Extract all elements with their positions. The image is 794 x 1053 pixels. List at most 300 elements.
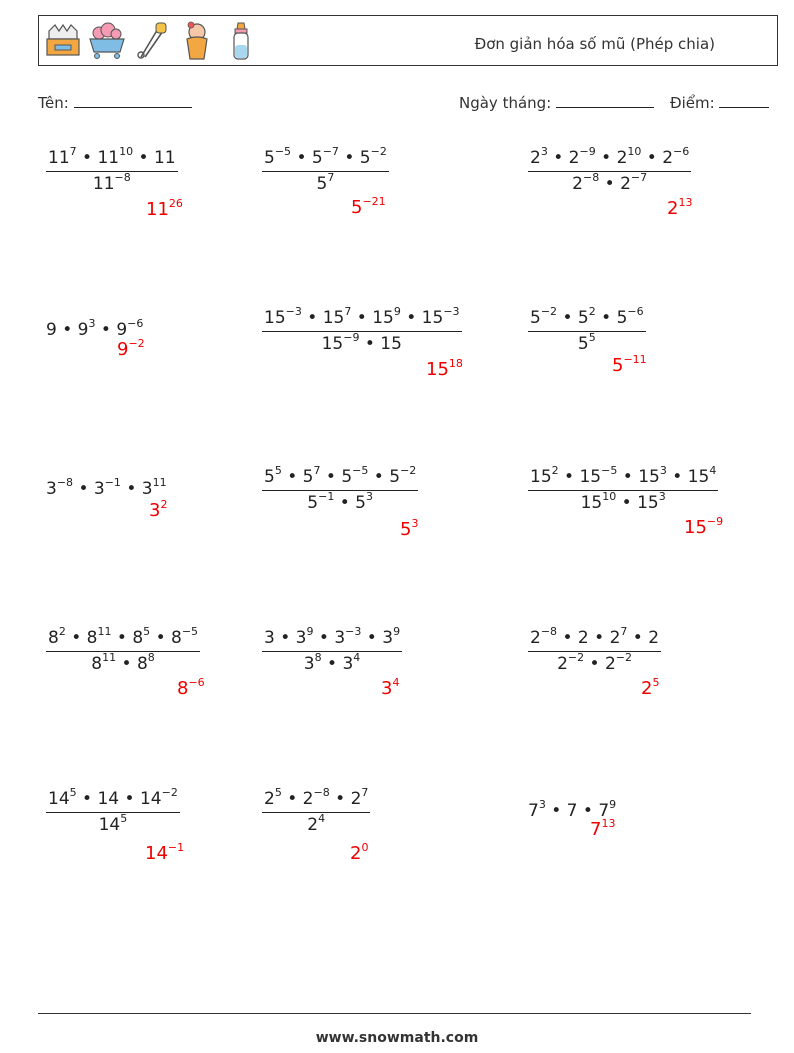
power-term xyxy=(307,812,326,835)
term-base: 14 xyxy=(139,789,162,809)
multiply-dot: • xyxy=(274,628,296,648)
term-exponent: 26 xyxy=(168,197,183,210)
multiply-dot: • xyxy=(577,801,599,821)
answer-5 xyxy=(426,359,463,380)
page-title: Đơn giản hóa số mũ (Phép chia) xyxy=(474,35,715,53)
power-term xyxy=(264,786,282,809)
power-term xyxy=(334,625,362,648)
numerator xyxy=(262,625,402,648)
fraction xyxy=(46,625,200,674)
term-exponent: 10 xyxy=(119,145,134,158)
term-exponent: 4 xyxy=(392,676,400,689)
problem-1 xyxy=(46,145,178,194)
numerator xyxy=(262,786,370,809)
score-field[interactable] xyxy=(670,94,769,112)
term-exponent: −2 xyxy=(540,305,558,318)
power-term xyxy=(264,145,292,168)
multiply-dot: • xyxy=(95,320,117,340)
power-term xyxy=(372,305,401,328)
multiply-dot: • xyxy=(291,148,312,168)
multiply-dot: • xyxy=(588,628,610,648)
term-base: 2 xyxy=(350,789,362,809)
answer-6 xyxy=(612,355,647,376)
numerator xyxy=(262,464,418,487)
term-base: 15 xyxy=(321,334,344,354)
power-term xyxy=(139,786,178,809)
term-base: 2 xyxy=(557,654,568,674)
term-base: 2 xyxy=(662,148,674,168)
score-line[interactable] xyxy=(719,95,769,108)
power-term xyxy=(426,359,463,380)
term-exponent: −2 xyxy=(615,651,632,664)
multiply-dot: • xyxy=(595,148,617,168)
power-term xyxy=(381,678,399,699)
term-exponent: 5 xyxy=(143,625,151,638)
term-base: 2 xyxy=(620,174,631,194)
power-term xyxy=(46,320,57,340)
term-base: 8 xyxy=(86,628,98,648)
answer-11 xyxy=(381,678,399,699)
power-term xyxy=(145,843,184,864)
term-exponent: −21 xyxy=(362,195,386,208)
term-base: 15 xyxy=(637,493,659,513)
term-base: 3 xyxy=(381,678,393,699)
problem-2 xyxy=(262,145,389,194)
term-base: 14 xyxy=(97,789,120,809)
term-base: 14 xyxy=(98,815,121,835)
multiply-dot: • xyxy=(334,493,356,513)
multiply-dot: • xyxy=(400,308,422,328)
power-term xyxy=(572,171,600,194)
numerator xyxy=(46,145,178,168)
power-term xyxy=(97,789,119,809)
term-exponent: 7 xyxy=(327,171,335,184)
term-base: 9 xyxy=(117,339,129,360)
problem-8 xyxy=(262,464,418,513)
power-term xyxy=(604,651,632,674)
tissue-box-icon xyxy=(43,21,83,61)
term-base: 3 xyxy=(295,628,307,648)
term-exponent: −9 xyxy=(579,145,596,158)
answer-2 xyxy=(351,197,386,218)
power-term xyxy=(264,305,302,328)
term-exponent: 5 xyxy=(120,812,128,825)
power-term xyxy=(141,476,167,499)
term-exponent: 10 xyxy=(627,145,642,158)
power-term xyxy=(667,198,692,219)
multiply-dot: • xyxy=(133,148,154,168)
swaddled-baby-icon xyxy=(177,21,217,61)
term-exponent: −5 xyxy=(181,625,199,638)
fraction xyxy=(262,145,389,194)
term-base: 5 xyxy=(355,493,366,513)
term-exponent: −1 xyxy=(167,841,185,854)
term-exponent: −1 xyxy=(104,476,121,489)
denominator xyxy=(262,331,462,354)
power-term xyxy=(77,317,96,340)
multiply-dot: • xyxy=(320,467,342,487)
power-term xyxy=(86,625,112,648)
term-exponent: −6 xyxy=(673,145,690,158)
term-exponent: −6 xyxy=(127,317,144,330)
multiply-dot: • xyxy=(281,467,303,487)
multiply-dot: • xyxy=(547,148,569,168)
problem-9 xyxy=(528,464,718,513)
power-term xyxy=(421,305,460,328)
term-base: 9 xyxy=(46,320,57,340)
term-exponent: 0 xyxy=(361,841,369,854)
power-term xyxy=(302,786,330,809)
term-base: 3 xyxy=(93,479,105,499)
term-base: 15 xyxy=(426,359,449,380)
term-base: 15 xyxy=(264,308,286,328)
term-exponent: −6 xyxy=(188,676,205,689)
power-term xyxy=(350,786,369,809)
power-term xyxy=(48,625,66,648)
term-exponent: 7 xyxy=(69,145,77,158)
term-exponent: −11 xyxy=(623,353,647,366)
power-term xyxy=(580,490,617,513)
power-term xyxy=(97,145,134,168)
term-base: 2 xyxy=(604,654,616,674)
term-exponent: −8 xyxy=(56,476,74,489)
multiply-dot: • xyxy=(76,148,98,168)
footer-divider xyxy=(38,1013,751,1014)
footer-url: www.snowmath.com xyxy=(315,1030,479,1046)
fraction-bar xyxy=(528,490,718,491)
power-term xyxy=(154,148,176,168)
term-exponent: −2 xyxy=(400,464,417,477)
term-base: 3 xyxy=(141,479,153,499)
term-exponent: 3 xyxy=(540,145,548,158)
power-term xyxy=(132,625,151,648)
term-base: 7 xyxy=(566,801,578,821)
term-exponent: 3 xyxy=(538,798,546,811)
term-exponent: −5 xyxy=(601,464,618,477)
term-base: 2 xyxy=(616,148,628,168)
term-base: 5 xyxy=(264,148,275,168)
term-base: 8 xyxy=(132,628,144,648)
term-exponent: 13 xyxy=(601,817,616,830)
term-exponent: −7 xyxy=(630,171,648,184)
multiply-dot: • xyxy=(329,789,351,809)
problem-11 xyxy=(262,625,402,674)
problem-3 xyxy=(528,145,691,194)
term-exponent: −1 xyxy=(318,490,335,503)
multiply-dot: • xyxy=(313,628,335,648)
answer-7 xyxy=(149,500,167,521)
answer-13 xyxy=(145,843,184,864)
term-exponent: −9 xyxy=(706,515,724,528)
power-term xyxy=(136,651,155,674)
power-term xyxy=(307,490,335,513)
denominator xyxy=(262,490,418,513)
term-exponent: 2 xyxy=(588,305,596,318)
power-term xyxy=(684,517,723,538)
term-base: 15 xyxy=(579,467,602,487)
power-term xyxy=(648,628,659,648)
multiply-dot: • xyxy=(76,789,98,809)
power-term xyxy=(590,819,615,840)
term-exponent: −3 xyxy=(345,625,362,638)
problem-6 xyxy=(528,305,646,354)
denominator xyxy=(262,812,370,835)
term-base: 5 xyxy=(577,334,589,354)
term-base: 3 xyxy=(342,654,354,674)
fraction xyxy=(262,464,418,513)
term-exponent: −8 xyxy=(313,786,330,799)
power-term xyxy=(342,651,361,674)
denominator xyxy=(528,331,646,354)
multiply-dot: • xyxy=(73,479,94,499)
term-exponent: −9 xyxy=(343,331,360,344)
term-exponent: −8 xyxy=(540,625,558,638)
term-base: 5 xyxy=(316,174,328,194)
denominator xyxy=(262,651,402,674)
power-term xyxy=(322,305,352,328)
multiply-dot: • xyxy=(666,467,688,487)
power-term xyxy=(389,464,417,487)
term-base: 15 xyxy=(322,308,345,328)
multiply-dot: • xyxy=(301,308,323,328)
problem-10 xyxy=(46,625,200,674)
term-exponent: 4 xyxy=(318,812,326,825)
term-base: 3 xyxy=(382,628,394,648)
power-term xyxy=(359,145,387,168)
term-base: 2 xyxy=(609,628,621,648)
power-term xyxy=(303,651,322,674)
power-term xyxy=(93,476,121,499)
problem-7 xyxy=(46,476,167,499)
fraction xyxy=(46,786,180,835)
power-term xyxy=(530,305,558,328)
term-exponent: 7 xyxy=(361,786,369,799)
term-base: 14 xyxy=(145,843,168,864)
term-base: 14 xyxy=(48,789,70,809)
term-base: 15 xyxy=(687,467,710,487)
power-term xyxy=(302,464,321,487)
term-base: 5 xyxy=(311,148,323,168)
term-base: 5 xyxy=(616,308,628,328)
numerator xyxy=(46,625,200,648)
power-term xyxy=(616,145,642,168)
answer-1 xyxy=(146,199,183,220)
numerator xyxy=(46,786,180,809)
problem-12 xyxy=(528,625,661,674)
power-term xyxy=(117,339,145,360)
problem-13 xyxy=(46,786,180,835)
term-base: 2 xyxy=(667,198,679,219)
term-base: 2 xyxy=(641,678,653,699)
term-exponent: 4 xyxy=(353,651,361,664)
power-term xyxy=(662,145,690,168)
term-base: 15 xyxy=(372,308,394,328)
power-term xyxy=(637,490,666,513)
power-term xyxy=(528,798,546,821)
fraction xyxy=(528,625,661,674)
fraction xyxy=(528,464,718,513)
term-base: 11 xyxy=(146,199,169,220)
term-exponent: 9 xyxy=(393,625,401,638)
multiply-dot: • xyxy=(116,654,137,674)
multiply-dot: • xyxy=(584,654,605,674)
term-base: 15 xyxy=(380,334,402,354)
term-base: 11 xyxy=(97,148,120,168)
numerator xyxy=(528,464,718,487)
term-base: 2 xyxy=(568,148,580,168)
power-term xyxy=(567,801,578,821)
term-base: 8 xyxy=(48,628,59,648)
term-base: 8 xyxy=(177,678,189,699)
term-exponent: 5 xyxy=(652,676,660,689)
multiply-dot: • xyxy=(119,789,140,809)
answer-15 xyxy=(590,819,615,840)
multiply-dot: • xyxy=(56,320,78,340)
power-term xyxy=(264,628,275,648)
fraction xyxy=(528,305,646,354)
fraction xyxy=(528,145,691,194)
term-exponent: 9 xyxy=(306,625,314,638)
term-base: 5 xyxy=(530,308,541,328)
power-term xyxy=(400,519,418,540)
power-term xyxy=(98,812,128,835)
power-term xyxy=(530,464,559,487)
fraction-bar xyxy=(262,171,389,172)
term-exponent: 3 xyxy=(659,464,667,477)
name-line[interactable] xyxy=(74,95,192,108)
term-base: 2 xyxy=(307,815,319,835)
power-term xyxy=(341,464,369,487)
term-base: 15 xyxy=(421,308,444,328)
numerator xyxy=(528,625,661,648)
answer-4 xyxy=(117,339,145,360)
power-term xyxy=(577,331,596,354)
term-base: 2 xyxy=(572,174,583,194)
term-exponent: −8 xyxy=(583,171,600,184)
answer-12 xyxy=(641,678,659,699)
multiply-dot: • xyxy=(627,628,649,648)
power-term xyxy=(91,651,117,674)
term-exponent: −2 xyxy=(128,337,145,350)
power-term xyxy=(579,464,618,487)
power-term xyxy=(264,464,282,487)
term-base: 5 xyxy=(264,467,275,487)
multiply-dot: • xyxy=(338,148,360,168)
answer-8 xyxy=(400,519,418,540)
power-term xyxy=(316,171,335,194)
power-term xyxy=(351,197,386,218)
term-exponent: 3 xyxy=(658,490,666,503)
term-base: 11 xyxy=(48,148,70,168)
fraction xyxy=(46,145,178,194)
term-base: 2 xyxy=(350,843,362,864)
baby-bath-icon xyxy=(87,21,127,61)
numerator xyxy=(262,305,462,328)
power-term xyxy=(612,355,647,376)
fraction-bar xyxy=(262,490,418,491)
term-base: 2 xyxy=(530,148,541,168)
date-field[interactable] xyxy=(459,94,654,112)
fraction xyxy=(262,625,402,674)
term-base: 7 xyxy=(598,801,610,821)
term-exponent: 5 xyxy=(274,786,282,799)
term-exponent: −2 xyxy=(370,145,387,158)
power-term xyxy=(355,490,373,513)
term-exponent: 4 xyxy=(709,464,717,477)
score-label: Điểm: xyxy=(670,94,715,112)
term-exponent: 5 xyxy=(274,464,282,477)
power-term xyxy=(311,145,339,168)
power-term xyxy=(609,625,628,648)
term-exponent: 10 xyxy=(602,490,617,503)
power-term xyxy=(92,171,131,194)
power-term xyxy=(350,843,368,864)
safety-pin-icon xyxy=(131,21,171,61)
fraction-bar xyxy=(528,651,661,652)
power-term xyxy=(321,331,360,354)
multiply-dot: • xyxy=(557,308,578,328)
term-base: 15 xyxy=(638,467,660,487)
multiply-dot: • xyxy=(65,628,87,648)
term-base: 5 xyxy=(389,467,401,487)
power-term xyxy=(578,628,589,648)
term-base: 9 xyxy=(77,320,89,340)
fraction-bar xyxy=(46,171,178,172)
power-term xyxy=(577,305,596,328)
fraction xyxy=(262,305,462,354)
term-base: 5 xyxy=(307,493,319,513)
term-base: 9 xyxy=(116,320,128,340)
multiply-dot: • xyxy=(368,467,390,487)
fraction-bar xyxy=(262,651,402,652)
power-term xyxy=(46,476,74,499)
multiply-dot: • xyxy=(150,628,172,648)
power-term xyxy=(146,199,183,220)
term-exponent: −2 xyxy=(567,651,585,664)
numerator xyxy=(528,305,646,328)
term-exponent: −5 xyxy=(352,464,369,477)
power-term xyxy=(638,464,667,487)
term-base: 8 xyxy=(136,654,148,674)
power-term xyxy=(295,625,314,648)
denominator xyxy=(528,651,661,674)
multiply-dot: • xyxy=(595,308,617,328)
numerator xyxy=(528,145,691,168)
term-exponent: 18 xyxy=(448,357,463,370)
fraction-bar xyxy=(46,651,200,652)
power-term xyxy=(557,651,585,674)
term-exponent: 3 xyxy=(88,317,96,330)
power-term xyxy=(687,464,717,487)
name-field[interactable] xyxy=(38,94,192,112)
term-exponent: −3 xyxy=(285,305,302,318)
term-base: 3 xyxy=(303,654,315,674)
term-exponent: 7 xyxy=(620,625,628,638)
term-exponent: −2 xyxy=(161,786,178,799)
term-base: 5 xyxy=(302,467,314,487)
term-exponent: −8 xyxy=(114,171,131,184)
date-line[interactable] xyxy=(556,95,654,108)
multiply-dot: • xyxy=(120,479,142,499)
fraction-bar xyxy=(46,812,180,813)
term-exponent: 9 xyxy=(393,305,401,318)
term-exponent: 7 xyxy=(313,464,321,477)
term-base: 5 xyxy=(341,467,353,487)
name-label: Tên: xyxy=(38,94,69,112)
multiply-dot: • xyxy=(321,654,343,674)
term-exponent: −3 xyxy=(443,305,460,318)
term-base: 5 xyxy=(400,519,412,540)
